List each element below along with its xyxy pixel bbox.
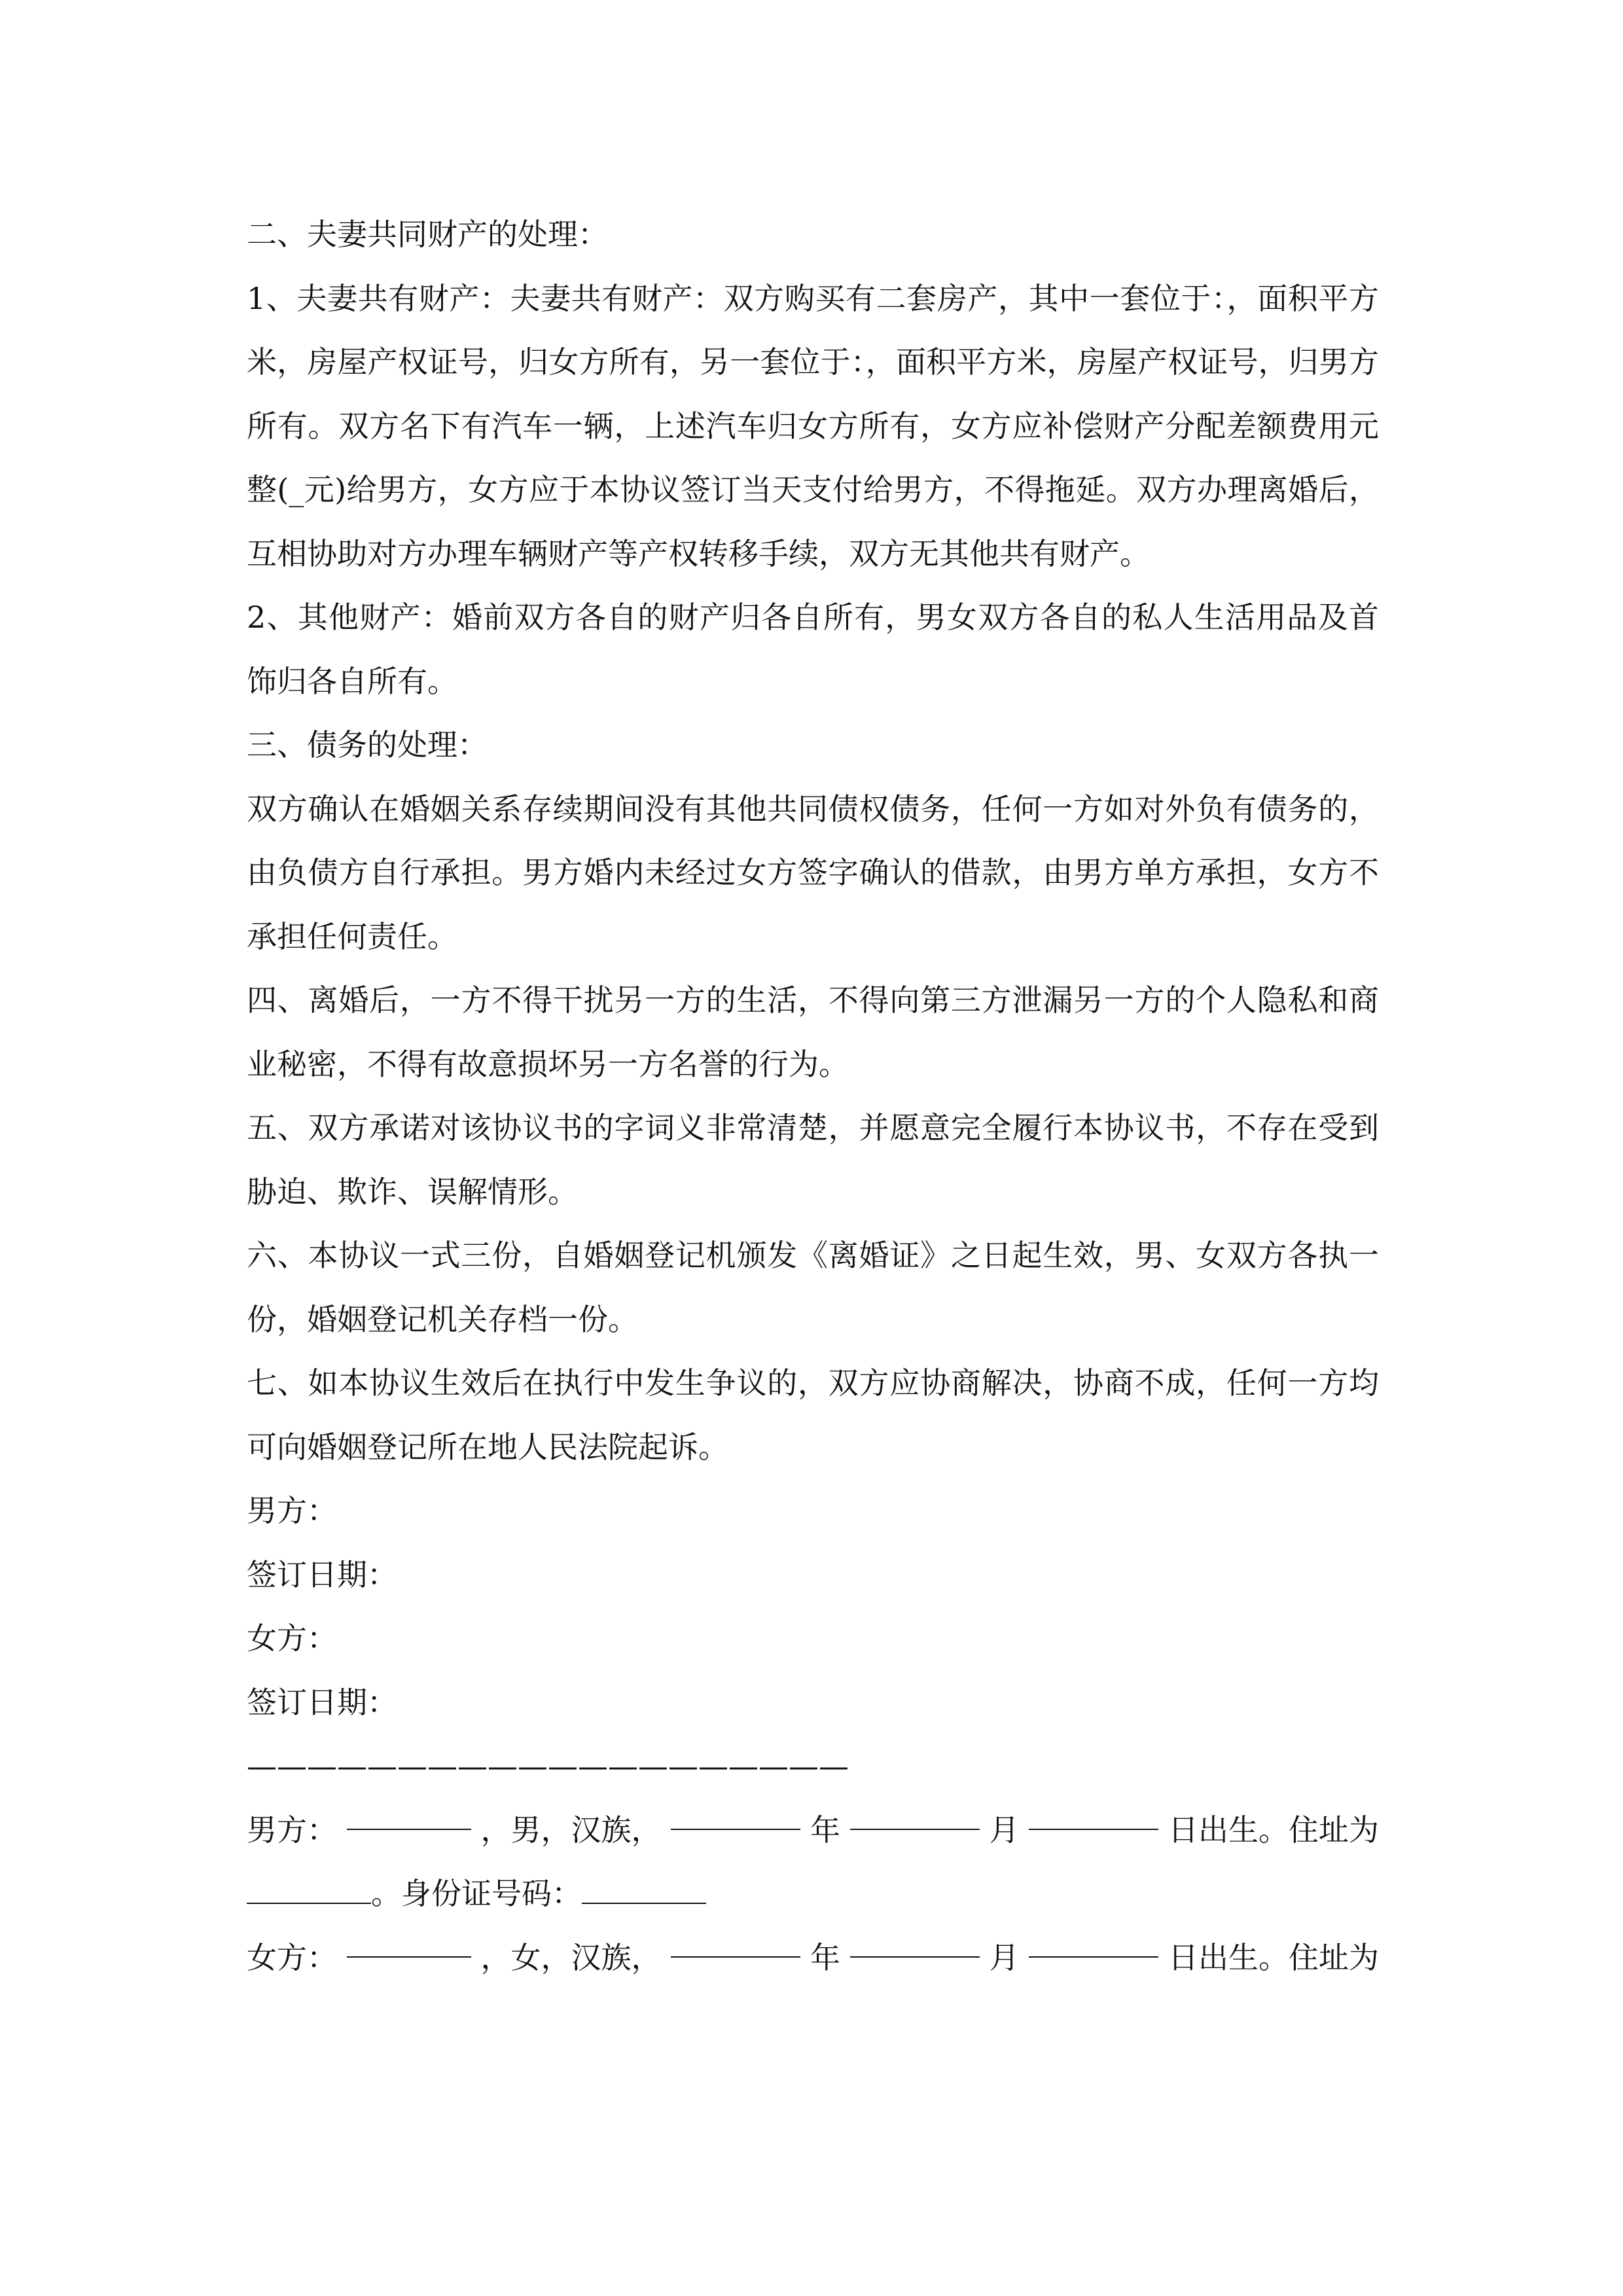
- female-info-line: [247, 1926, 1379, 1990]
- section-heading-property: 二、夫妻共同财产的处理：: [247, 217, 608, 252]
- male-year-label: 年: [810, 1812, 840, 1848]
- female-name-blank: [347, 1926, 471, 1958]
- clause-joint-property: 1、夫妻共有财产：夫妻共有财产：双方购买有二套房产，其中一套位于：，面积平方米，房屋产权证号，归女方所有，另一套位于：，面积平方米，房屋产权证号，归男方所有。双方名下有汽车一辆，上述汽车归女方所有，女方应补偿财产分配差额费用元整(_元)给男方，女方应于本协议签订当天支付给男方，不得拖延。双方办理离婚后，互相协助对方办理车辆财产等产权转移手续，双方无其他共有财产。: [247, 280, 1379, 571]
- male-address-blank: [247, 1873, 371, 1904]
- male-month-blank: [850, 1799, 980, 1830]
- female-year-blank: [671, 1926, 800, 1958]
- female-gender-text: ，女，汉族，: [480, 1939, 662, 1975]
- document-page: [247, 203, 1379, 1990]
- male-id-label: 。身份证号码：: [371, 1876, 582, 1911]
- signature-female-date-label: 签订日期：: [247, 1684, 397, 1720]
- male-info-line: [247, 1799, 1379, 1863]
- clause-other-property: 2、其他财产：婚前双方各自的财产归各自所有，男女双方各自的私人生活用品及首饰归各自所有。: [247, 600, 1379, 699]
- female-address-label: 日出生。住址为: [1168, 1939, 1379, 1975]
- clause-commitment: 五、双方承诺对该协议书的字词义非常清楚，并愿意完全履行本协议书，不存在受到胁迫、欺诈、误解情形。: [247, 1110, 1379, 1210]
- signature-male-label: 男方：: [247, 1493, 337, 1528]
- clause-debt: 双方确认在婚姻关系存续期间没有其他共同债权债务，任何一方如对外负有债务的，由负债方自行承担。男方婚内未经过女方签字确认的借款，由男方单方承担，女方不承担任何责任。: [247, 791, 1379, 954]
- separator-line: ————————————————————: [247, 1748, 849, 1784]
- clause-privacy: 四、离婚后，一方不得干扰另一方的生活，不得向第三方泄漏另一方的个人隐私和商业秘密，不得有故意损坏另一方名誉的行为。: [247, 982, 1379, 1082]
- male-info-prefix: 男方：: [247, 1812, 337, 1848]
- signature-male-date-label: 签订日期：: [247, 1556, 397, 1592]
- female-day-blank: [1029, 1926, 1158, 1958]
- male-day-blank: [1029, 1799, 1158, 1830]
- clause-dispute: 七、如本协议生效后在执行中发生争议的，双方应协商解决，协商不成，任何一方均可向婚姻登记所在地人民法院起诉。: [247, 1365, 1379, 1465]
- male-address-label: 日出生。住址为: [1168, 1812, 1379, 1848]
- female-month-label: 月: [989, 1939, 1020, 1975]
- male-gender-text: ，男，汉族，: [480, 1812, 662, 1848]
- female-month-blank: [850, 1926, 980, 1958]
- clause-copies: 六、本协议一式三份，自婚姻登记机颁发《离婚证》之日起生效，男、女双方各执一份，婚姻登记机关存档一份。: [247, 1238, 1379, 1337]
- male-name-blank: [347, 1799, 471, 1830]
- male-id-line: [247, 1862, 1379, 1926]
- female-year-label: 年: [810, 1939, 840, 1975]
- male-month-label: 月: [989, 1812, 1020, 1848]
- section-heading-debt: 三、债务的处理：: [247, 727, 488, 762]
- male-id-blank: [582, 1873, 706, 1904]
- male-year-blank: [671, 1799, 800, 1830]
- signature-female-label: 女方：: [247, 1621, 337, 1656]
- female-info-prefix: 女方：: [247, 1939, 337, 1975]
